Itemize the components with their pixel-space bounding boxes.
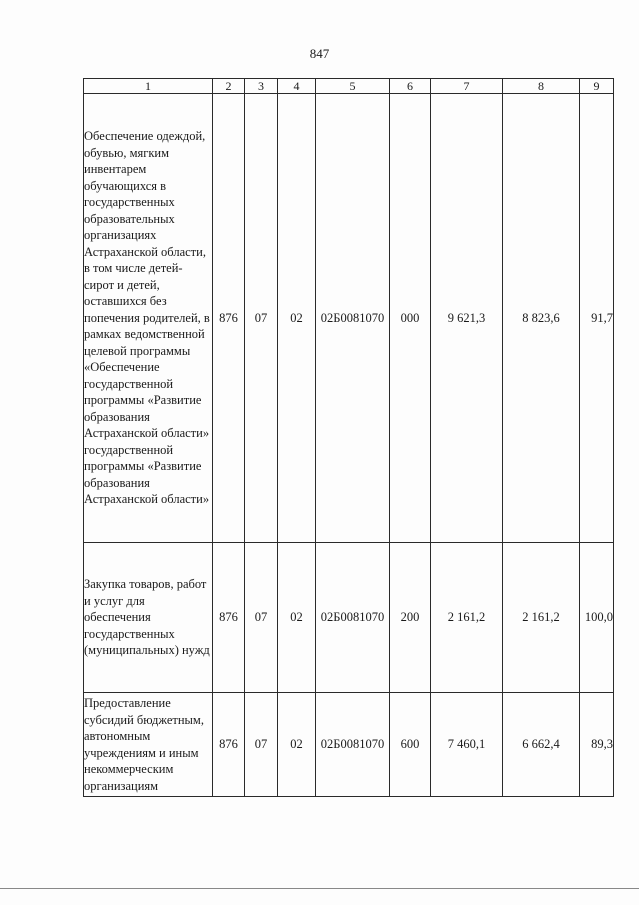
cell-executed-amount: 2 161,2 <box>503 543 580 693</box>
page-bottom-rule <box>0 888 639 889</box>
header-cell: 8 <box>503 79 580 94</box>
header-cell: 1 <box>84 79 213 94</box>
table-row <box>84 693 614 797</box>
header-cell: 2 <box>213 79 245 94</box>
table-row <box>84 543 614 693</box>
table-row <box>84 94 614 543</box>
table-header <box>84 79 614 94</box>
header-cell: 7 <box>431 79 503 94</box>
cell-subsection: 02 <box>278 543 316 693</box>
cell-expense-type: 000 <box>390 94 431 543</box>
cell-expense-type: 200 <box>390 543 431 693</box>
cell-target-article: 02Б0081070 <box>316 693 390 797</box>
cell-target-article: 02Б0081070 <box>316 543 390 693</box>
cell-subsection: 02 <box>278 693 316 797</box>
header-cell: 3 <box>245 79 278 94</box>
cell-executed-amount: 6 662,4 <box>503 693 580 797</box>
cell-percent: 91,7 <box>580 94 614 543</box>
cell-planned-amount: 7 460,1 <box>431 693 503 797</box>
cell-executed-amount: 8 823,6 <box>503 94 580 543</box>
cell-expense-type: 600 <box>390 693 431 797</box>
cell-planned-amount: 2 161,2 <box>431 543 503 693</box>
cell-planned-amount: 9 621,3 <box>431 94 503 543</box>
cell-target-article: 02Б0081070 <box>316 94 390 543</box>
header-cell: 4 <box>278 79 316 94</box>
cell-ministry-code: 876 <box>213 94 245 543</box>
cell-section: 07 <box>245 543 278 693</box>
row-description: Закупка товаров, работ и услуг для обеспечения государственных (муниципальных) нужд <box>84 543 213 693</box>
cell-percent: 89,3 <box>580 693 614 797</box>
header-cell: 9 <box>580 79 614 94</box>
header-cell: 5 <box>316 79 390 94</box>
cell-percent: 100,0 <box>580 543 614 693</box>
header-cell: 6 <box>390 79 431 94</box>
cell-subsection: 02 <box>278 94 316 543</box>
cell-section: 07 <box>245 94 278 543</box>
cell-section: 07 <box>245 693 278 797</box>
row-description: Предоставление субсидий бюджетным, автономным учреждениям и иным некоммерческим организациям <box>84 693 213 797</box>
row-description: Обеспечение одеждой, обувью, мягким инвентарем обучающихся в государственных образовательных организациях Астраханской области, в том числе детей-сирот и детей, оставшихся без попечения родителей, в рамках ведомственной целевой программы «Обеспечение государственной программы «Развитие образования Астраханской области» государственной программы «Развитие образования Астраханской области» <box>84 94 213 543</box>
cell-ministry-code: 876 <box>213 543 245 693</box>
cell-ministry-code: 876 <box>213 693 245 797</box>
page-number: 847 <box>309 46 330 61</box>
budget-table <box>83 78 614 797</box>
